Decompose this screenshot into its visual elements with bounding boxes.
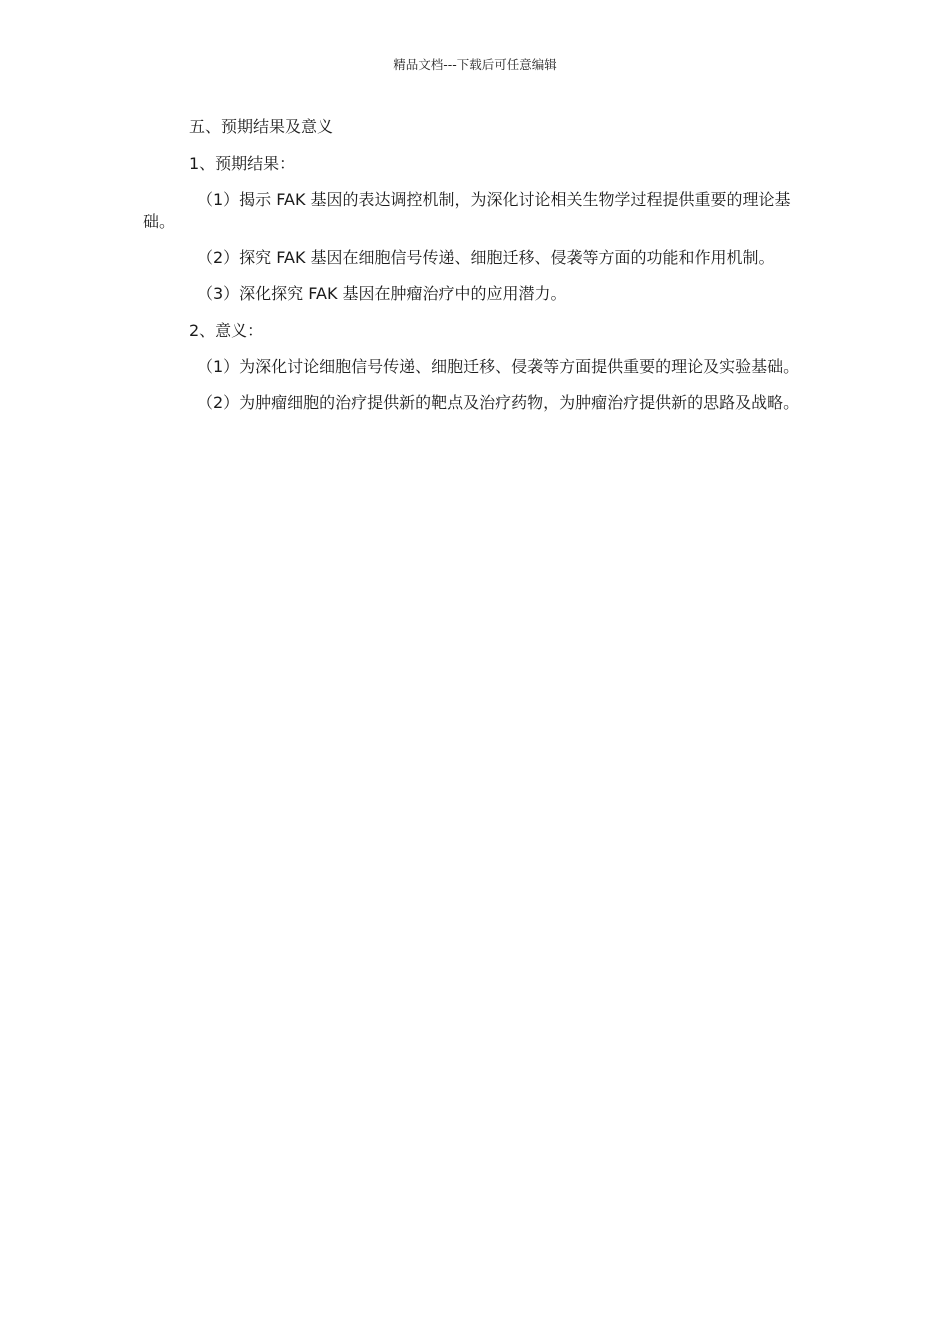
expected-result-item-3: （3）深化探究 FAK 基因在肿瘤治疗中的应用潜力。 [197,284,567,303]
expected-result-item-1: （1）揭示 FAK 基因的表达调控机制，为深化讨论相关生物学过程提供重要的理论基础。 [143,190,791,231]
section-title: 五、预期结果及意义 [189,117,334,136]
significance-heading: 2、意义： [189,321,264,340]
page-header: 精品文档---下载后可任意编辑 [393,57,557,72]
expected-results-heading: 1、预期结果： [189,154,296,173]
significance-item-2: （2）为肿瘤细胞的治疗提供新的靶点及治疗药物，为肿瘤治疗提供新的思路及战略。 [197,393,800,412]
document-body [143,116,813,414]
significance-item-1: （1）为深化讨论细胞信号传递、细胞迁移、侵袭等方面提供重要的理论及实验基础。 [197,357,800,376]
expected-result-item-2: （2）探究 FAK 基因在细胞信号传递、细胞迁移、侵袭等方面的功能和作用机制。 [197,248,775,267]
